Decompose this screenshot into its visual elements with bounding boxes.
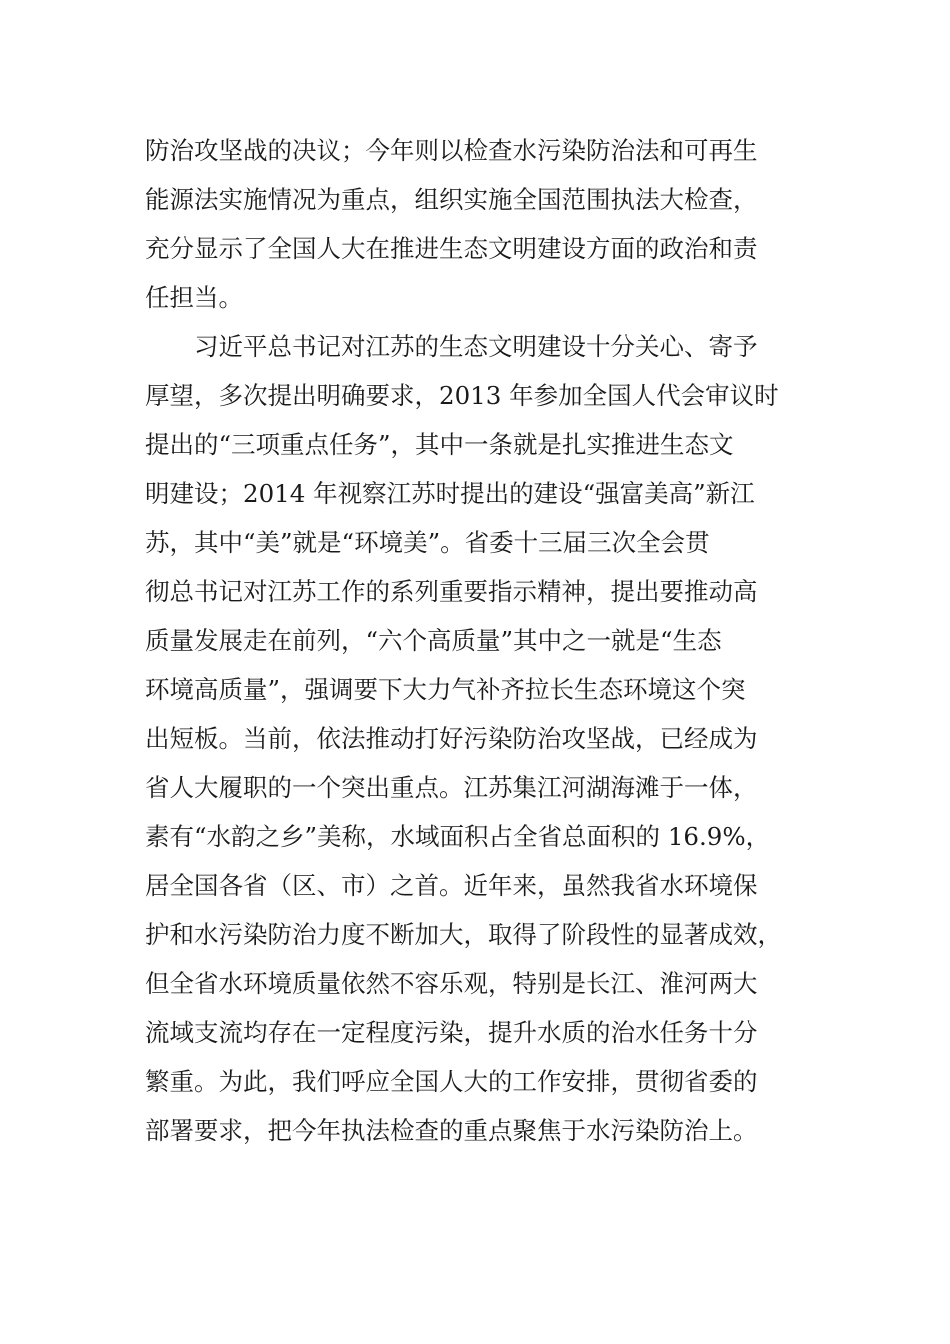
text-line: 质量发展走在前列，“六个高质量”其中之一就是“生态 [145,626,722,655]
text-line: 防治攻坚战的决议；今年则以检查水污染防治法和可再生 [145,136,758,165]
text-line: 提出的“三项重点任务”，其中一条就是扎实推进生态文 [145,430,734,459]
text-line: 但全省水环境质量依然不容乐观，特别是长江、淮河两大 [145,969,758,998]
text-line: 省人大履职的一个突出重点。江苏集江河湖海滩于一体， [145,773,758,802]
text-line: 彻总书记对江苏工作的系列重要指示精神，提出要推动高 [145,577,758,606]
text-line: 素有“水韵之乡”美称，水域面积占全省总面积的 16.9%， [145,822,771,851]
text-line: 部署要求，把今年执法检查的重点聚焦于水污染防治上。 [145,1116,758,1145]
text-line: 护和水污染防治力度不断加大，取得了阶段性的显著成效， [145,920,782,949]
document-body [145,126,795,1155]
text-line: 环境高质量”，强调要下大力气补齐拉长生态环境这个突 [145,675,746,704]
text-line: 繁重。为此，我们呼应全国人大的工作安排，贯彻省委的 [145,1067,758,1096]
text-line: 厚望，多次提出明确要求，2013 年参加全国人代会审议时 [145,381,779,410]
text-line: 出短板。当前，依法推动打好污染防治攻坚战，已经成为 [145,724,758,753]
text-line: 流域支流均存在一定程度污染，提升水质的治水任务十分 [145,1018,758,1047]
text-line: 能源法实施情况为重点，组织实施全国范围执法大检查， [145,185,758,214]
text-line: 居全国各省（区、市）之首。近年来，虽然我省水环境保 [145,871,758,900]
text-line: 苏，其中“美”就是“环境美”。省委十三届三次全会贯 [145,528,710,557]
text-line: 明建设；2014 年视察江苏时提出的建设“强富美高”新江 [145,479,755,508]
text-line: 任担当。 [145,283,243,312]
text-line: 习近平总书记对江苏的生态文明建设十分关心、寄予 [145,332,758,361]
text-line: 充分显示了全国人大在推进生态文明建设方面的政治和责 [145,234,758,263]
